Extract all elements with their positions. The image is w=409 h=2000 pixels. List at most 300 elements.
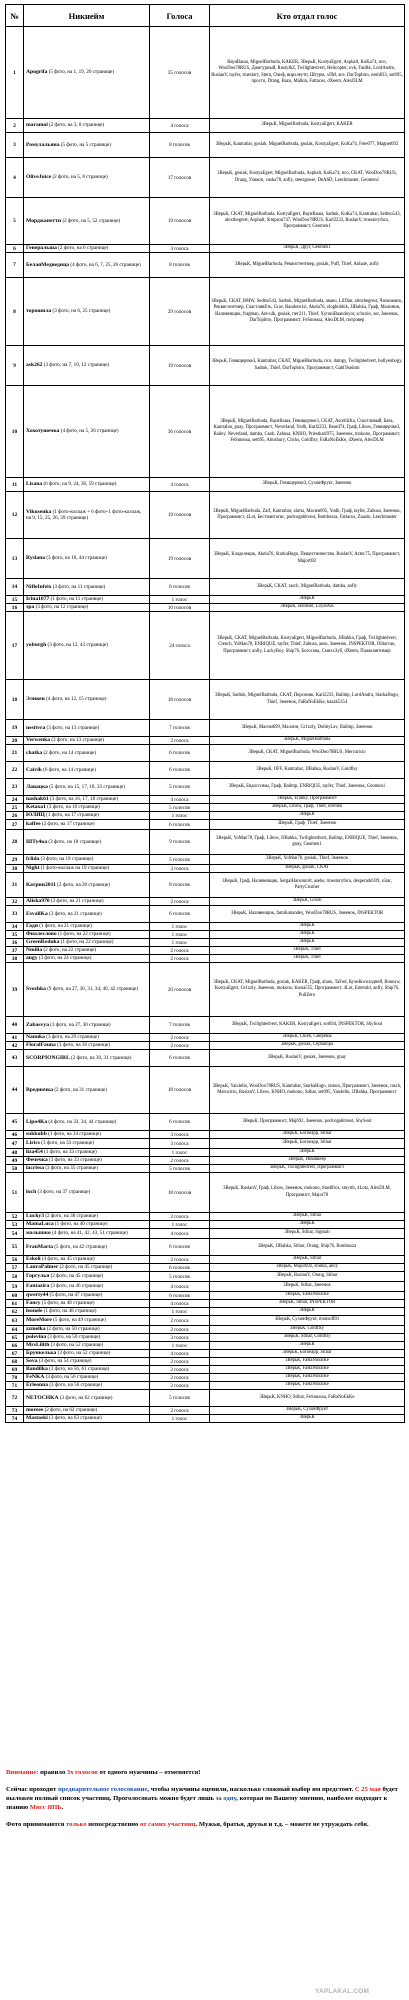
nickname-note: (3 фото, на 52 странице) [57, 1350, 111, 1357]
notice-photos [6, 1820, 403, 1829]
voters-list: 3ВерьК, KNHO, Stihar, FeSnnsssa, FaRaNoEkKe [210, 1390, 405, 1407]
vote-count: 2 голоса [150, 1042, 210, 1050]
nickname-cell [24, 812, 150, 820]
nickname-cell [24, 865, 150, 873]
row-number: 18 [6, 680, 24, 720]
notice-voting-date: С 25 мая [354, 1786, 381, 1793]
voters-list: 3ВерьК, RuslanV, gosiak, Змеенок, gnay [210, 1050, 405, 1067]
table-row [6, 1149, 405, 1157]
vote-count: 4 голоса [150, 796, 210, 804]
nickname-cell [24, 1366, 150, 1374]
nickname-link[interactable]: Vikusenka [26, 508, 52, 515]
nickname-note: (3 фото, на 21 странице) [49, 910, 102, 917]
vote-count: 20 голосов [150, 963, 210, 1017]
nickname-note: (2 фото, на 17 странице) [41, 821, 95, 828]
nickname-cell [24, 1114, 150, 1131]
nickname-link[interactable]: moreee [26, 1407, 44, 1414]
voters-list: 3ВерьК, Гевищерчке3, Kantrabar, CKAT, MiguelBarbuda, псо, damgy, Twilightedvert, bullyenbogy, Sadtok, Thief, DarTopbiro, Программист, GablTeadom [210, 346, 405, 386]
row-number: 16 [6, 604, 24, 612]
nickname-link[interactable]: БелаяМедведица [26, 261, 70, 268]
voters-list: 3ВерьК [210, 931, 405, 939]
table-header-row [6, 5, 405, 27]
nickname-link[interactable]: qwerty44 [26, 1292, 49, 1299]
notice-photos-text: непосредственно [86, 1821, 140, 1828]
nickname-note: (3 фото, на 35 странице) [45, 1165, 98, 1172]
table-row [6, 906, 405, 923]
nickname-note: (1 фото, на 21 странице) [39, 923, 92, 930]
row-number: 69 [6, 1366, 24, 1374]
nickname-link[interactable]: chatka [26, 749, 43, 756]
nickname-cell [24, 1157, 150, 1165]
vote-count: 7 голосов [150, 720, 210, 737]
voters-list: 3ВерьК, Major692, shinka, ансу [210, 1264, 405, 1272]
voters-list: 3ВерьК, Богоеарр, Stihar [210, 1350, 405, 1358]
voters-list: 3ВерьК [210, 812, 405, 820]
nickname-note: (1 фото, на 22 странице) [57, 931, 111, 938]
nickname-note: (1 фото, на 48 странице) [43, 1308, 97, 1315]
voters-list: 3ВерьК, Иньяшеер [210, 1157, 405, 1165]
nickname-link[interactable]: Морджанетти [26, 217, 62, 224]
voters-list: ВауиВаша, MiguelBarbuda, KAKER, 3ВерьК, KostyaEgert, Asphalt, KuKa74, псо, WooDoo78RUS, Джигурный, Rusty&Z, Twilightedvert, Helicopter, ovk, FanBk, LordAndru, RuslanV, tayfer, trueslory, Stern, Олиф, вирхлеутп, Штурм, эЛМ, асе, DarTopbiro, nesh833, sot695, просто, Drang, Ваzо, Malkin, Fattacus, dXeem, AlexDLM [210, 27, 405, 119]
nickname-cell [24, 278, 150, 346]
table-row [6, 1350, 405, 1358]
notice-voting-text: . [61, 1804, 64, 1811]
nickname-cell [24, 1221, 150, 1229]
nickname-link[interactable]: торошила [26, 308, 52, 315]
table-row [6, 737, 405, 745]
vote-count: 2 голоса [150, 955, 210, 963]
nickname-cell [24, 1390, 150, 1407]
nickname-link[interactable]: GreenReduka [26, 939, 60, 946]
notice-photos-text: . Мужья, братья, друзья и т.д. – можете не утруждать себя. [195, 1821, 369, 1828]
nickname-cell [24, 1131, 150, 1139]
table-row [6, 1221, 405, 1229]
vote-count: 4 голоса [150, 1229, 210, 1239]
vote-count: 18 голосов [150, 1067, 210, 1114]
nickname-link[interactable]: Mastaski [26, 1415, 48, 1422]
table-row [6, 1264, 405, 1272]
row-number: 71 [6, 1382, 24, 1390]
row-number: 59 [6, 1282, 24, 1292]
row-number: 51 [6, 1173, 24, 1213]
nickname-link[interactable]: Bandilka [26, 1366, 48, 1373]
nickname-note: (2 фото, на 5, 8 странице) [52, 174, 108, 181]
nickname-link[interactable]: Apogrifa [26, 69, 48, 76]
vote-count: 1 голос [150, 596, 210, 604]
vote-count: 1 голос [150, 923, 210, 931]
nickname-link[interactable]: ЮЛИЦ [26, 812, 45, 819]
table-row [6, 1308, 405, 1316]
nickname-note: (3 фото, на 56 странице) [45, 1374, 99, 1381]
table-row [6, 1342, 405, 1350]
vote-count: 2 голоса [150, 1213, 210, 1221]
nickname-note: (4 фото, на 5, 26 странице) [60, 428, 119, 435]
nickname-link[interactable]: Брункелька [26, 1350, 57, 1357]
voters-list: 3ВерьК, Stihar, INSPEKTOR [210, 1300, 405, 1308]
nickname-cell [24, 386, 150, 478]
nickname-link[interactable]: Aliska970 [26, 898, 50, 905]
vote-count: 5 голосов [150, 779, 210, 796]
nickname-link[interactable]: SCORPIONGIRL [26, 1054, 70, 1061]
nickname-cell [24, 1282, 150, 1292]
voters-list: 3ВерьК, Twilightedvert, Программист [210, 1165, 405, 1173]
nickname-link[interactable]: Eskeli [26, 1256, 41, 1263]
row-number: 64 [6, 1326, 24, 1334]
nickname-link[interactable]: Lirics [26, 1140, 40, 1147]
nickname-note: (1 фото, на 34 странице) [48, 1131, 101, 1138]
table-row [6, 1282, 405, 1292]
nickname-link[interactable]: ШТу4ка [26, 838, 48, 845]
vote-count: 9 голосов [150, 830, 210, 855]
nickname-note: (3 фото, на 12, 43 странице) [47, 642, 108, 649]
nickname-link[interactable]: Генеральша [26, 245, 57, 252]
voters-list: 3ВерьК, RuslanV, Orang, Stihar [210, 1272, 405, 1282]
vote-count: 19 голосов [150, 492, 210, 539]
table-row [6, 931, 405, 939]
nickname-link[interactable]: nesitvra [26, 724, 46, 731]
nickname-cell [24, 804, 150, 812]
nickname-link[interactable]: Irina1077 [26, 596, 50, 603]
nickname-link[interactable]: FeNKA [26, 1374, 45, 1381]
nickname-cell [24, 1300, 150, 1308]
nickname-link[interactable]: Катрин2011 [26, 881, 56, 888]
nickname-note: (3 фото, на 33 странице) [41, 1140, 94, 1147]
vote-count: 5 голосов [150, 1390, 210, 1407]
nickname-link[interactable]: NETOCHKA [26, 1394, 59, 1401]
nickname-cell [24, 947, 150, 955]
nickname-link[interactable]: MrsLilith [26, 1342, 50, 1349]
voters-list: 3ВерьК, Богоеарр, Stihar [210, 1139, 405, 1149]
nickname-link[interactable]: Lucky3 [26, 1213, 45, 1220]
nickname-note: (3 фото, на 29 странице) [46, 1034, 99, 1041]
notice-voting-highlight: предварительное голосование [57, 1786, 148, 1793]
nickname-cell [24, 820, 150, 830]
table-row [6, 796, 405, 804]
voters-list: 3ВерьК, CKAT, MiguelBarbuda, WooDoo78RUS, Mercuricio [210, 745, 405, 762]
nickname-link[interactable]: NifleInfeix [26, 583, 52, 590]
notice-voting-highlight: за одну [215, 1795, 237, 1802]
nickname-link[interactable]: Вредиочка [26, 1086, 54, 1093]
row-number: 9 [6, 346, 24, 386]
vote-count: 2 голоса [150, 1034, 210, 1042]
nickname-note: (3 фото, на 13 странице) [51, 737, 104, 744]
nickname-link[interactable]: Lisana [26, 481, 43, 488]
nickname-cell [24, 27, 150, 119]
voters-list: 3ВерьК, Граф, Thief, Змеенок [210, 820, 405, 830]
nickname-note: (3 фото, на 33 странице) [49, 1157, 102, 1164]
nickname-cell [24, 1316, 150, 1326]
voters-list: 3ВерьК, CKAT, MiguelBarbuda, KostyaEgert, MiguelBarbuda, JJBahka, Граф, Twilightedvert, Clench, YoMan78, ENRIQUE, tayfer, Thief, Zabusa, ansu, Змеенок, INSPEKTOR, Olitarvan, Программист, anfly, LuckyBoy, Ship76, Богосова, СмиххЗуб, dXeem, Пажкиантимир [210, 612, 405, 680]
nickname-link[interactable]: liza454 [26, 1149, 43, 1156]
nickname-link[interactable]: Nanuka [26, 1034, 45, 1041]
nickname-cell [24, 1256, 150, 1264]
nickname-link[interactable]: Erleonna [26, 1382, 49, 1389]
nickname-link[interactable]: Verwenka [26, 737, 51, 744]
nickname-note: (5 фото, на 48 странице) [41, 1300, 95, 1307]
nickname-link[interactable]: maramol [26, 122, 48, 129]
nickname-cell [24, 346, 150, 386]
voters-list: 3ВерьК, CKAT, BMW, Sedtso543, Sadtok, MiguelBarbuda, anaeu, LilDan, alexthegrest, Чилкомиск, Реквистентмер, СчастливЕть, Grav, Random1si, Akela76, zlogbubhik, JJBahka, Граф, Малинин, Наливенщик, fragman, Ant-ulk, gosiak, пет211, Thief, XyroniBaandoyor, schcolo, sor, Змеенок, DarTopbiro, Программист, FeSnnsssa, AlexDLM, потровер [210, 278, 405, 346]
nickname-link[interactable]: luch [26, 1189, 37, 1196]
nickname-cell [24, 745, 150, 762]
voters-list: 3ВерьК, Stihar [210, 1213, 405, 1221]
vote-count: 3 голоса [150, 1139, 210, 1149]
nickname-cell [24, 1264, 150, 1272]
voters-list: 3ВерьК, YoMan78, gosiak, Thief, Змеенок [210, 855, 405, 865]
nickname-link[interactable]: Ketaxa1 [26, 804, 46, 811]
nickname-link[interactable]: leonele [26, 1308, 43, 1315]
notice-voting-text: Сейчас проходит [6, 1786, 58, 1793]
row-number: 38 [6, 955, 24, 963]
nickname-link[interactable]: Фиалеслово [26, 931, 57, 938]
nickname-link[interactable]: FloralFauna [26, 1042, 56, 1049]
nickname-link[interactable]: LauraPalmer [26, 1264, 59, 1271]
voters-list: 3ВерьК, FaRaNoEkKe [210, 1366, 405, 1374]
table-row [6, 604, 405, 612]
vote-count: 1 голос [150, 812, 210, 820]
nickname-note: (2 фото, на 45 странице) [59, 1264, 113, 1271]
nickname-link[interactable]: Nmilia [26, 947, 43, 954]
nickname-note: (3 фото, на 54 странице) [38, 1358, 92, 1365]
nickname-cell [24, 1342, 150, 1350]
nickname-cell [24, 680, 150, 720]
vote-count: 5 голосов [150, 855, 210, 865]
nickname-cell [24, 1173, 150, 1213]
table-row [6, 1050, 405, 1067]
vote-count: 5 голосов [150, 804, 210, 812]
nickname-link[interactable]: kaffee [26, 821, 41, 828]
table-row [6, 779, 405, 796]
row-number: 50 [6, 1165, 24, 1173]
nickname-note: (1 фото-коллаж на 19 странице) [40, 865, 110, 872]
nickname-note: (3 фото, на 16, 17, 18 странице) [49, 796, 118, 803]
row-number: 65 [6, 1334, 24, 1342]
nickname-note: (2 фото, на 62 странице) [44, 1407, 98, 1414]
nickname-link[interactable]: MamaLuca [26, 1221, 54, 1228]
nickname-link[interactable]: polevina [26, 1334, 47, 1341]
nickname-note: (6 фото, на 9, 24, 36, 59 странице) [43, 481, 117, 488]
nickname-cell [24, 1229, 150, 1239]
vote-count: 5 голосов [150, 1272, 210, 1282]
table-row [6, 745, 405, 762]
nickname-note: (3 фото, на 27, 30 странице) [50, 1021, 111, 1028]
table-row [6, 1390, 405, 1407]
row-number: 6 [6, 245, 24, 253]
vote-count: 4 голоса [150, 1350, 210, 1358]
nickname-link[interactable]: zzmelka [26, 1326, 46, 1333]
voters-list: 3ВерьК, Yan4ello, WooDoo78RUS, Kantrabar, StarkaHugo, ramon, Программист, Змеенок, rasch, Merculcio, RuslanV, Libow, KNHO, mokono, Stihar, set095, Yan4ello, JJBahka, Программист [210, 1067, 405, 1114]
nickname-note: (2 фото, на 38 странице) [45, 1213, 98, 1220]
voters-list: 3ВерьК [210, 939, 405, 947]
table-row [6, 1034, 405, 1042]
table-row [6, 346, 405, 386]
table-row [6, 1229, 405, 1239]
vote-count: 2 голоса [150, 1326, 210, 1334]
notice-voting-text: , которая по Вашему мнению, наиболее подходит к званию [6, 1795, 388, 1811]
row-number: 37 [6, 947, 24, 955]
table-row [6, 245, 405, 253]
notice-warning-lead: Внимание: [6, 1769, 39, 1776]
row-number: 63 [6, 1316, 24, 1326]
nickname-note: (3 фото, на 62 странице) [59, 1394, 113, 1401]
row-number: 17 [6, 612, 24, 680]
notice-photos-text: Фото принимаются [6, 1821, 66, 1828]
voters-list: 3ВерьК, Twilightedvert, KAKER, KostyaEgert, sot694, INSPEKTOR, ShySoul [210, 1017, 405, 1034]
nickname-link[interactable]: EsvaliKa [26, 910, 48, 917]
nickname-link[interactable]: малышко [26, 1230, 51, 1237]
nickname-cell [24, 133, 150, 158]
notice-warning-tail: от одного мужчины – отменяется! [97, 1769, 201, 1776]
nickname-link[interactable]: Эликен [26, 696, 45, 703]
voters-list: 3ВерьК, FaRaNoEkKe [210, 1292, 405, 1300]
voters-list: 3ВерьК [210, 1342, 405, 1350]
voters-list: 3ВерьК, CKAT, MiguelBarbuda, KostyaEgert, ВауиВаша, Sadtok, KuKa74, Kantrabar, Sedtso543, alexthegrest, Asphalt, Simpson747, WooDoo78RUS, Karl2233, RuslanV, truestoryfora, Программист, Geomen1 [210, 198, 405, 245]
nickname-link[interactable]: Fancy [26, 1300, 41, 1307]
row-number: 46 [6, 1131, 24, 1139]
table-row [6, 1256, 405, 1264]
nickname-link[interactable]: Lipo4Ka [26, 1118, 48, 1125]
nickname-link[interactable]: Ryslana [26, 555, 46, 562]
row-number: 70 [6, 1374, 24, 1382]
nickname-cell [24, 720, 150, 737]
row-number: 60 [6, 1292, 24, 1300]
nickname-cell [24, 1292, 150, 1300]
nickname-link[interactable]: Fantazira [26, 1283, 50, 1290]
row-number: 7 [6, 253, 24, 278]
nickname-cell [24, 923, 150, 931]
nickname-cell [24, 1272, 150, 1282]
vote-count: 3 голоса [150, 865, 210, 873]
table-row [6, 855, 405, 865]
nickname-link[interactable]: эра [26, 604, 35, 611]
nickname-note: (2 фото, на 20 странице) [57, 881, 110, 888]
table-row [6, 1415, 405, 1423]
table-row [6, 1157, 405, 1165]
table-row [6, 955, 405, 963]
nickname-link[interactable]: ask262 [26, 362, 43, 369]
nickname-link[interactable]: lacrissa [26, 1165, 45, 1172]
nickname-cell [24, 1308, 150, 1316]
nickname-cell [24, 1374, 150, 1382]
nickname-cell [24, 830, 150, 855]
table-row [6, 1067, 405, 1114]
nickname-link[interactable]: fclida [26, 856, 40, 863]
notice-warning [6, 1768, 403, 1777]
nickname-link[interactable]: angy [26, 955, 38, 962]
nickname-cell [24, 1149, 150, 1157]
vote-count: 17 голосов [150, 158, 210, 198]
table-row [6, 1316, 405, 1326]
table-row [6, 198, 405, 245]
row-number: 27 [6, 820, 24, 830]
table-row [6, 1114, 405, 1131]
nickname-note: (3 фото, на 18 странице) [48, 838, 102, 845]
table-row [6, 596, 405, 604]
header-votes: Голоса [150, 5, 210, 27]
table-row [6, 1173, 405, 1213]
table-row [6, 539, 405, 579]
vote-count: 36 голосов [150, 386, 210, 478]
vote-count: 5 голосов [150, 1165, 210, 1173]
table-row [6, 1139, 405, 1149]
nickname-link[interactable]: Zabasvya [26, 1021, 50, 1028]
vote-count: 1 голос [150, 1221, 210, 1229]
nickname-link[interactable]: Гади [26, 923, 38, 930]
nickname-cell [24, 198, 150, 245]
nickname-link[interactable]: Ромулальяна [26, 141, 60, 148]
vote-count: 2 голоса [150, 1157, 210, 1165]
vote-count: 8 голосов [150, 133, 210, 158]
nickname-link[interactable]: Фечечка [26, 1157, 48, 1164]
voters-list: 3ВерьК, MiguelBarbuda [210, 737, 405, 745]
voters-list: 3ВерьК, FaRaNoEkKe [210, 1382, 405, 1390]
nickname-cell [24, 492, 150, 539]
row-number: 45 [6, 1114, 24, 1131]
nickname-link[interactable]: sukkubb [26, 1131, 47, 1138]
vote-count: 10 голосов [150, 604, 210, 612]
voters-list: 3ВерьК [210, 1221, 405, 1229]
nickname-link[interactable]: nashak61 [26, 796, 49, 803]
row-number: 13 [6, 539, 24, 579]
voters-list: 3ВерьК, Кладелецик, Akela76, StarkaHugo, Пещестничество, RuslanV, Aztec75, Программист, Major692 [210, 539, 405, 579]
table-row [6, 278, 405, 346]
voters-list: 3ВерьК, Libow, Граф, Thief, kremen [210, 804, 405, 812]
nickname-cell [24, 898, 150, 906]
table-row [6, 963, 405, 1017]
table-row [6, 1017, 405, 1034]
nickname-note: (2 фото, на 3, 8 странице) [49, 122, 105, 129]
nickname-note: (3 фото, на 37 странице) [37, 1189, 91, 1196]
nickname-link[interactable]: Caivik [26, 766, 42, 773]
voters-list: 3ВерьК, Thief [210, 955, 405, 963]
nickname-note: (2 фото, на 14 странице) [43, 749, 97, 756]
nickname-cell [24, 539, 150, 579]
row-number: 20 [6, 737, 24, 745]
nickname-link[interactable]: Горгулья [26, 1273, 50, 1280]
nickname-note: (3 фото, на 19 странице) [40, 856, 94, 863]
nickname-note: (2 фото, на 31 странице) [54, 1086, 107, 1093]
nickname-cell [24, 253, 150, 278]
row-number: 56 [6, 1256, 24, 1264]
nickname-cell [24, 604, 150, 612]
nickname-note: (2 фото, на 30, 31 странице) [71, 1054, 132, 1061]
row-number: 14 [6, 579, 24, 596]
nickname-link[interactable]: Svezhka [26, 986, 46, 993]
nickname-link[interactable]: OliveJuice [26, 174, 52, 181]
nickname-link[interactable]: Night [26, 865, 40, 872]
nickname-link[interactable]: yoburgh [26, 642, 47, 649]
vote-count: 6 голосов [150, 745, 210, 762]
nickname-link[interactable]: Sova [26, 1358, 38, 1365]
nickname-link[interactable]: MoreMore [26, 1317, 52, 1324]
nickname-link[interactable]: FranMarta [26, 1243, 54, 1250]
voters-list: 3ВерьК, OFF, Kantrabar, JJBahka, RuslanV, Goldflsy [210, 762, 405, 779]
table-row [6, 1366, 405, 1374]
voters-list: 3ВерьК, Друг, Geomen1 [210, 245, 405, 253]
nickname-note: (9 фото, на 27, 30, 31, 34, 40, 42 странице) [47, 986, 139, 993]
voters-list: 3ВерьК, Масим699, Маллин, Gr1zzly, DobbyLav, Bailmp, Змеенок [210, 720, 405, 737]
site-watermark: YAPLAKAL.COM [315, 1988, 370, 1995]
table-row [6, 119, 405, 133]
nickname-note: (3 фото, на 56, 61 странице) [49, 1366, 110, 1373]
voters-list: 3ВерьК, Thief [210, 947, 405, 955]
voters-list: 3ВерьК, gosiak, CKAT [210, 865, 405, 873]
nickname-link[interactable]: Лавацка [26, 783, 48, 790]
nickname-note: (4 фото, на 6, 7, 25, 26 странице) [70, 261, 141, 268]
nickname-cell [24, 1034, 150, 1042]
nickname-note: (1 фото, на 22 странице) [60, 939, 114, 946]
nickname-link[interactable]: Хохотушечка [26, 428, 60, 435]
